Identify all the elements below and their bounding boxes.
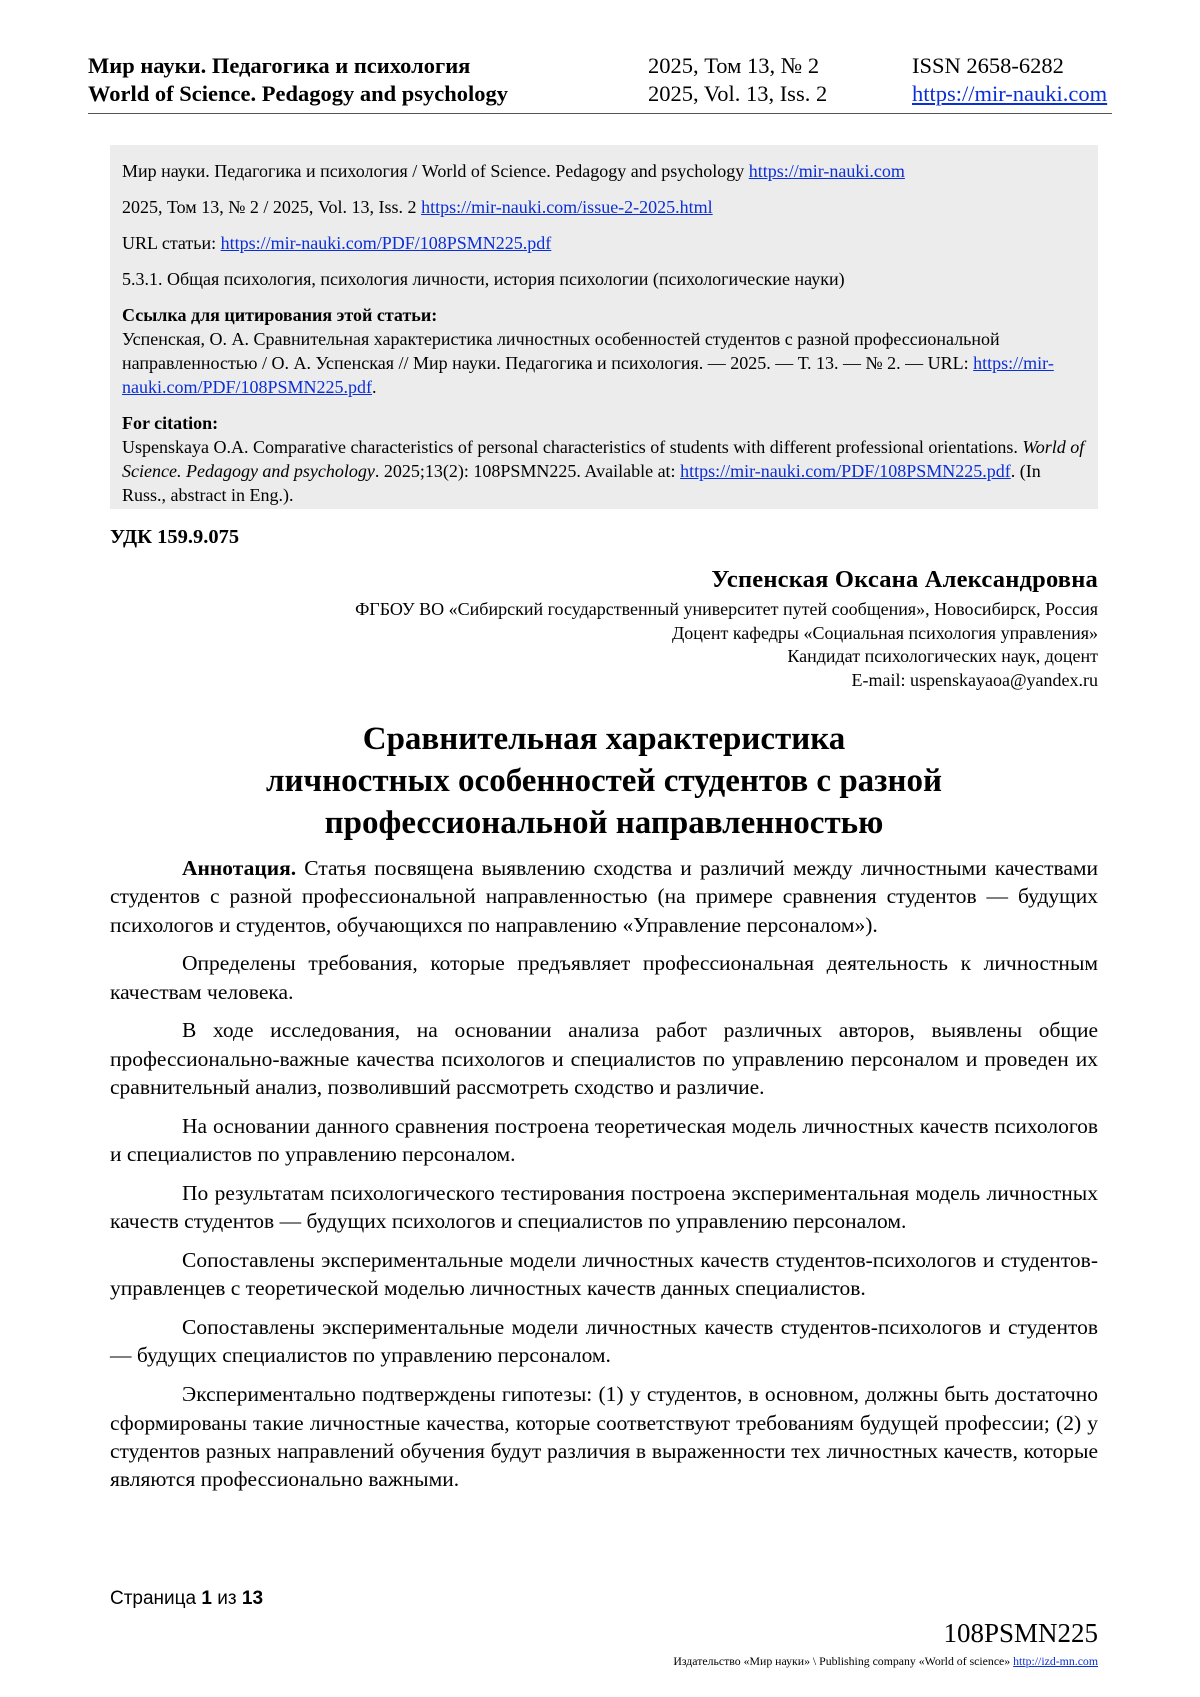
- header-site-link[interactable]: https://mir-nauki.com: [912, 81, 1108, 106]
- abstract: [110, 854, 1098, 1504]
- info-url-line: URL статьи: https://mir-nauki.com/PDF/108PSMN225.pdf: [122, 233, 552, 253]
- title-line-2: личностных особенностей студентов с разной: [266, 763, 942, 799]
- abstract-paragraph: Экспериментально подтверждены гипотезы: (1) у студентов, в основном, должны быть достаточно сформированы такие личностные качества, которые соответствуют требованиям будущей профессии; (2) у студентов разных направлений обучения будут различия в выраженности тех личностных качеств, которые являются профессионально важными.: [110, 1382, 1098, 1492]
- author-block: [355, 564, 1098, 692]
- author-position: Доцент кафедры «Социальная психология управления»: [671, 622, 1098, 643]
- author-affiliation: ФГБОУ ВО «Сибирский государственный университет путей сообщения», Новосибирск, Россия: [355, 599, 1098, 619]
- abstract-paragraph: Сопоставлены экспериментальные модели личностных качеств студентов-психологов и студентов — будущих специалистов по управлению персоналом.: [110, 1315, 1098, 1368]
- abstract-paragraph: На основании данного сравнения построена теоретическая модель личностных качеств психологов и специалистов по управлению персоналом.: [110, 1113, 1098, 1167]
- udk-code: УДК 159.9.075: [110, 526, 240, 548]
- abstract-paragraph: По результатам психологического тестирования построена экспериментальная модель личностных качеств студентов — будущих психологов и специалистов по управлению персоналом.: [110, 1180, 1098, 1234]
- citation-info-box: [110, 145, 1098, 509]
- cite-en-heading: For citation:: [122, 413, 219, 433]
- info-journal-link[interactable]: https://mir-nauki.com: [748, 161, 905, 181]
- header-issn-site: [912, 52, 1107, 108]
- author-degree: Кандидат психологических наук, доцент: [787, 646, 1098, 666]
- info-issue-link[interactable]: https://mir-nauki.com/issue-2-2025.html: [421, 197, 713, 217]
- header-issue-ru: 2025, Том 13, № 2: [648, 53, 820, 78]
- abstract-paragraph: В ходе исследования, на основании анализа работ различных авторов, выявлены общие профессионально-важные качества психологов и специалистов по управлению персоналом и проведен их сравнительный анализ, позволивший рассмотреть сходство и различие.: [110, 1018, 1098, 1100]
- publisher-link[interactable]: http://izd-mn.com: [1013, 1654, 1098, 1668]
- title-line-1: Сравнительная характеристика: [362, 721, 846, 757]
- info-journal-line: Мир науки. Педагогика и психология / World of Science. Pedagogy and psychology https://mir-nauki.com: [122, 161, 905, 181]
- cite-ru-link[interactable]: https://mir-nauki.com/PDF/108PSMN225.pdf: [122, 353, 1054, 397]
- author-name: Успенская Оксана Александровна: [711, 566, 1098, 593]
- article-title: [110, 718, 1098, 844]
- header-issue-en: 2025, Vol. 13, Iss. 2: [648, 81, 828, 106]
- header-issue: [648, 52, 827, 108]
- info-article-url-link[interactable]: https://mir-nauki.com/PDF/108PSMN225.pdf: [220, 233, 552, 253]
- cite-ru-text: Успенская, О. А. Сравнительная характеристика личностных особенностей студентов с разной профессиональной направленностью / О. А. Успенская // Мир науки. Педагогика и психология. — 2025. — Т. 13. — № 2. — URL: https://mir-nauki.com/PDF/108PSMN225.pdf.: [122, 329, 1054, 397]
- abstract-label: Аннотация.: [182, 856, 297, 880]
- header-journal: [88, 52, 508, 108]
- title-line-3: профессиональной направленностью: [324, 805, 884, 841]
- header-journal-en: World of Science. Pedagogy and psychology: [88, 81, 509, 106]
- info-specialty: 5.3.1. Общая психология, психология личности, история психологии (психологические науки): [122, 269, 845, 289]
- header-journal-ru: Мир науки. Педагогика и психология: [88, 53, 471, 78]
- abstract-paragraph: Сопоставлены экспериментальные модели личностных качеств студентов-психологов и студентов-управленцев с теоретической моделью личностных качеств данных специалистов.: [110, 1248, 1098, 1301]
- info-issue-line: 2025, Том 13, № 2 / 2025, Vol. 13, Iss. 2 https://mir-nauki.com/issue-2-2025.html: [122, 197, 713, 217]
- page-counter: Страница 1 из 13: [110, 1588, 264, 1609]
- publisher-line: Издательство «Мир науки» \ Publishing company «World of science» http://izd-mn.com: [673, 1654, 1098, 1668]
- article-code: 108PSMN225: [943, 1618, 1098, 1648]
- cite-en-link[interactable]: https://mir-nauki.com/PDF/108PSMN225.pdf: [680, 461, 1011, 481]
- abstract-paragraph: Аннотация. Статья посвящена выявлению сходства и различий между личностными качествами студентов с разной профессиональной направленностью (на примере сравнения студентов — будущих психологов и студентов, обучающихся по направлению «Управление персоналом»).: [110, 856, 1098, 937]
- header-issn: ISSN 2658-6282: [912, 53, 1064, 78]
- cite-ru-heading: Ссылка для цитирования этой статьи:: [122, 305, 438, 325]
- header-divider: [88, 113, 1112, 114]
- author-email: E-mail: uspenskayaoa@yandex.ru: [851, 669, 1098, 690]
- abstract-paragraph: Определены требования, которые предъявляет профессиональная деятельность к личностным качествам человека.: [110, 951, 1098, 1004]
- cite-en-text: Uspenskaya O.A. Comparative characteristics of personal characteristics of students with different professional orientations. World of Science. Pedagogy and psychology. 2025;13(2): 108PSMN225. Available at: https://mir-nauki.com/PDF/108PSMN225.pdf. (In Russ., abstract in Eng.).: [122, 437, 1085, 505]
